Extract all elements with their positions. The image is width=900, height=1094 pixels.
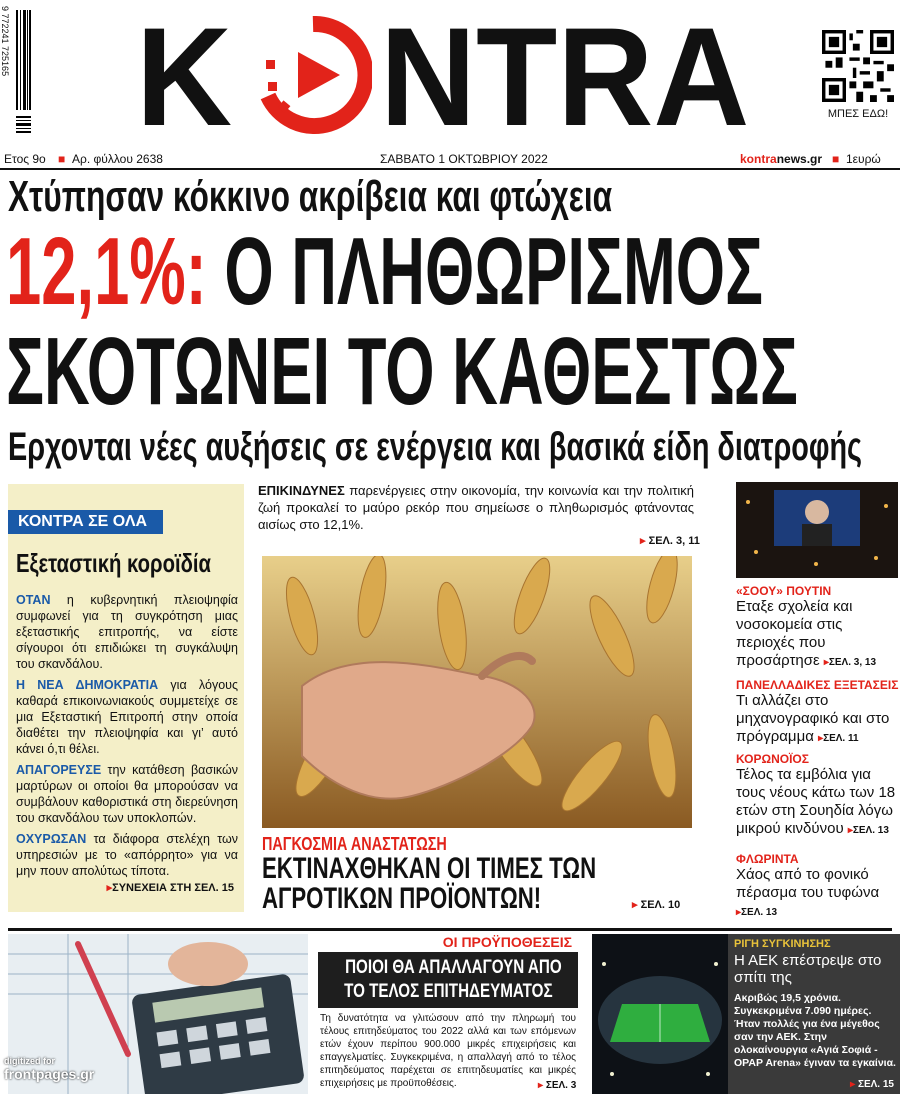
wheat-headline-line2: ΑΓΡΟΤΙΚΩΝ ΠΡΟΪΟΝΤΩΝ! <box>262 882 542 915</box>
main-headline-line2: ΣΚΟΤΩΝΕΙ ΤΟ ΚΑΘΕΣΤΩΣ <box>6 318 798 425</box>
aek-text: Ακριβώς 19,5 χρόνια. Συγκεκριμένα 7.090 ημέρες. Ήταν πολλές για ένα μέγεθος σαν την ΑΕΚ. Στην ολοκαίνουργια «Αγιά Σοφιά - OPAP Arena» έγιναν τα εγκαίνια. <box>734 992 896 1069</box>
putin-speech-photo <box>736 482 898 578</box>
aek-kicker: ΡΙΓΗ ΣΥΓΚΙΝΗΣΗΣ <box>734 938 831 950</box>
column-title: Εξεταστική κοροϊδία <box>16 548 212 578</box>
arrow-icon: ▸ <box>818 733 824 744</box>
wheat-photo <box>262 556 692 828</box>
play-clock-icon <box>254 16 372 134</box>
arrow-icon: ▸ <box>823 657 829 668</box>
story-headline-covid[interactable]: Τέλος τα εμβόλια για τους νέους κάτω των 18 ετών στη Σουηδία λόγω μικρού κινδύνου ▸ΣΕΛ. 13 <box>736 766 896 837</box>
arrow-icon: ▸ <box>632 899 638 911</box>
column-paragraph: ΑΠΑΓΟΡΕΥΣΕ την κατάθεση βασικών μαρτύρων οι οποίοι θα μπορούσαν να συμβάλουν καθοριστικά στη διερεύνηση του σκανδάλου των υποκλοπών. <box>16 763 238 825</box>
issue-bar <box>0 148 900 170</box>
story-headline-exams[interactable]: Τι αλλάζει στο μηχανογραφικό και στο πρόγραμμα ▸ΣΕΛ. 11 <box>736 692 890 745</box>
arrow-icon: ▸ <box>106 882 113 894</box>
kontra-logo[interactable] <box>136 0 776 155</box>
watermark: digitized for frontpages.gr <box>4 1056 95 1082</box>
arrow-icon: ▸ <box>538 1080 544 1091</box>
tax-headline[interactable]: ΠΟΙΟΙ ΘΑ ΑΠΑΛΛΑΓΟΥΝ ΑΠΟ ΤΟ ΤΕΛΟΣ ΕΠΙΤΗΔΕΥΜΑΤΟΣ <box>318 952 578 1008</box>
bullet-icon: ■ <box>832 152 840 166</box>
story-kicker-florida: ΦΛΩΡΙΝΤΑ <box>736 852 799 866</box>
opinion-column <box>8 484 244 912</box>
inflation-lead: ΕΠΙΚΙΝΔΥΝΕΣ παρενέργειες στην οικονομία, την κοινωνία και την πολιτική ζωή προκαλεί το μαύρο ρεκόρ που σημείωσε ο πληθωρισμός φτάνοντας αισίως στο 12,1%. <box>258 483 694 532</box>
wheat-headline-line1: ΕΚΤΙΝΑΧΘΗΚΑΝ ΟΙ ΤΙΜΕΣ ΤΩΝ <box>262 852 597 885</box>
stadium-photo <box>592 934 728 1094</box>
logo-letters-ntra: NTRA <box>380 0 750 155</box>
story-headline-putin[interactable]: Εταξε σχολεία και νοσοκομεία στις περιοχές που προσάρτησε ▸ΣΕΛ. 3, 13 <box>736 598 877 669</box>
arrow-icon: ▸ <box>847 825 853 836</box>
column-continue-link[interactable]: ▸ΣΥΝΕΧΕΙΑ ΣΤΗ ΣΕΛ. 15 <box>106 882 234 894</box>
story-kicker-putin: «ΣΟΟΥ» ΠΟΥΤΙΝ <box>736 584 832 598</box>
wheat-kicker: ΠΑΓΚΟΣΜΙΑ ΑΝΑΣΤΑΤΩΣΗ <box>262 834 447 854</box>
column-text <box>16 592 238 884</box>
column-paragraph: Η ΝΕΑ ΔΗΜΟΚΡΑΤΙΑ για λόγους καθαρά επικοινωνιακούς συμμετείχε σε μια Εξεταστική Επιτροπή στην οποία διαθέτει την πλειοψηφία και γι’ αυτό κάνει ό,τι θέλει. <box>16 678 239 756</box>
arrow-icon: ▸ <box>640 535 646 547</box>
column-paragraph: ΟΤΑΝ η κυβερνητική πλειοψηφία συμφωνεί για τη συγκρότηση μιας εξεταστικής επιτροπής, να είστε σίγουροι ότι επιδιώκει τη συγκάλυψη του σκανδάλου. <box>16 593 238 671</box>
issue-price: 1ευρώ <box>846 152 881 166</box>
tax-kicker: ΟΙ ΠΡΟΫΠΟΘΕΣΕΙΣ <box>442 934 572 950</box>
wheat-page-ref[interactable]: ▸ ΣΕΛ. 10 <box>632 899 681 911</box>
arrow-icon: ▸ <box>850 1079 856 1090</box>
story-headline-florida[interactable]: Χάος από το φονικό πέρασμα του τυφώνα ▸ΣΕΛ. 13 <box>736 866 880 918</box>
tax-page-ref[interactable]: ▸ ΣΕΛ. 3 <box>538 1080 577 1091</box>
site-link[interactable]: kontranews.gr <box>740 152 823 166</box>
story-kicker-covid: ΚΟΡΩΝΟΪΟΣ <box>736 752 809 766</box>
inflation-page-ref[interactable]: ▸ ΣΕΛ. 3, 11 <box>640 535 700 547</box>
issue-date: ΣΑΒΒΑΤΟ 1 ΟΚΤΩΒΡΙΟΥ 2022 <box>380 152 548 166</box>
aek-page-ref[interactable]: ▸ ΣΕΛ. 15 <box>850 1079 894 1090</box>
column-tag: ΚΟΝΤΡΑ ΣΕ ΟΛΑ <box>8 510 163 534</box>
issue-sheet: Αρ. φύλλου 2638 <box>72 152 163 166</box>
main-headline-line1: 12,1%: Ο ΠΛΗΘΩΡΙΣΜΟΣ <box>6 218 764 325</box>
tax-text: Τη δυνατότητα να γλιτώσουν από την πληρωμή του τέλους επιτηδεύματος του 2022 αλλά και των επόμενων ετών έχουν περίπου 900.000 μικρές επιχειρήσεις και επαγγελματίες. Συγκεκριμένα, η απαλλαγή από το τέλος επιτηδεύματος παρέχεται σε επιτηδευματίες και μικρές επιχειρήσεις με προϋποθέσεις. <box>320 1013 576 1089</box>
qr-caption: ΜΠΕΣ ΕΔΩ! <box>827 108 889 120</box>
bullet-icon: ■ <box>58 152 66 166</box>
logo-letter-k: K <box>136 0 233 155</box>
aek-story[interactable] <box>728 934 900 1094</box>
arrow-icon: ▸ <box>736 907 742 918</box>
headline-kicker: Χτύπησαν κόκκινο ακρίβεια και φτώχεια <box>8 172 613 221</box>
story-kicker-exams: ΠΑΝΕΛΛΑΔΙΚΕΣ ΕΞΕΤΑΣΕΙΣ <box>736 678 899 692</box>
column-paragraph: ΟΧΥΡΩΣΑΝ τα διάφορα στελέχη των υπηρεσιών με το «απόρρητο» για να μην πουν απολύτως τίποτα. <box>16 832 238 878</box>
issue-year: Ετος 9ο <box>4 152 46 166</box>
aek-headline: Η ΑΕΚ επέστρεψε στο σπίτι της <box>734 952 882 986</box>
qr-code[interactable] <box>822 30 894 102</box>
barcode-number: 9 772241 725165 <box>0 6 10 77</box>
headline-subhead: Ερχονται νέες αυξήσεις σε ενέργεια και βασικά είδη διατροφής <box>8 425 863 469</box>
